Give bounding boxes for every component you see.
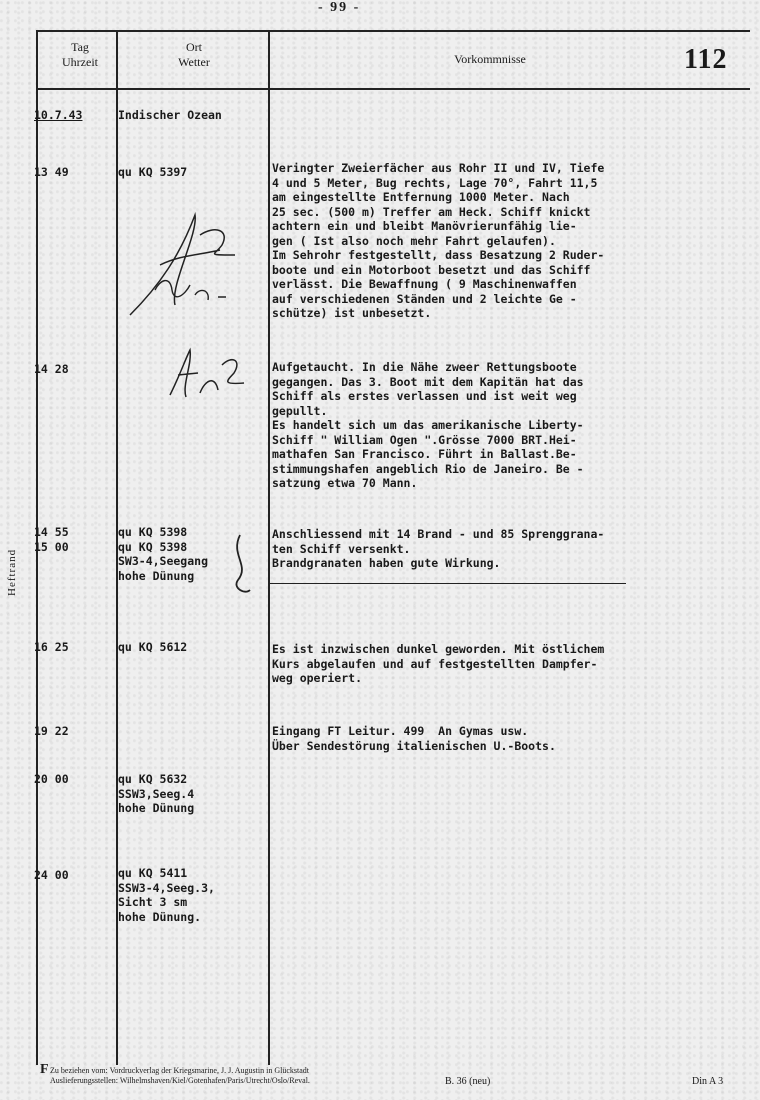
- ocean-cell: Indischer Ozean: [118, 108, 222, 122]
- entry-position: qu KQ 5632 SSW3,Seeg.4 hohe Dünung: [118, 772, 195, 815]
- handwritten-initials-signature: [100, 195, 250, 335]
- entry-text: Es ist inzwischen dunkel geworden. Mit östlichem Kurs abgelaufen und auf festgestellten Dampfer- weg operiert.: [272, 642, 605, 685]
- handwritten-initials-2: [160, 345, 250, 405]
- column-header-ort: [120, 40, 268, 70]
- entry-time: 24 00: [34, 868, 69, 882]
- footer-paper-size: Din A 3: [692, 1076, 724, 1087]
- entry-position: qu KQ 5397: [118, 165, 188, 179]
- entry-text: Aufgetaucht. In die Nähe zweer Rettungsboote gegangen. Das 3. Boot mit dem Kapitän hat das Schiff als erstes verlassen und ist weit weg gepullt. Es handelt sich um das amerikanische Liberty- Schiff " William Ogen ".Grösse 7000 BRT.Hei- mathafen San Francisco. Führt in Ballast.Be- stimmungshafen angeblich Rio de Janeiro. Be - satzung etwa 70 Mann.: [272, 360, 584, 490]
- handwritten-mark: [220, 530, 260, 600]
- entry-text: Eingang FT Leitur. 499 An Gymas usw. Über Sendestörung italienischen U.-Boots.: [272, 724, 556, 753]
- entry-time: 19 22: [34, 724, 69, 738]
- entry-time: 14 55 15 00: [34, 525, 69, 554]
- page-id: 112: [684, 44, 728, 75]
- entry-time: 13 49: [34, 165, 69, 179]
- entry-time: 16 25: [34, 640, 69, 654]
- entry-separator-line: [270, 583, 626, 584]
- page-number: - 99 -: [318, 0, 361, 15]
- entry-text: Veringter Zweierfächer aus Rohr II und IV, Tiefe 4 und 5 Meter, Bug rechts, Lage 70°, Fahrt 11,5 am eingestellte Entfernung 1000 Meter. Nach 25 sec. (500 m) Treffer am Heck. Schiff knickt achtern ein und bleibt Manövrierunfähig lie- gen ( Ist also noch mehr Fahrt gelaufen). Im Sehrohr festgestellt, dass Besatzung 2 Ruder- boote und ein Motorboot besetzt und das Schiff verlässt. Die Bewaffnung ( 9 Maschinenwaffen auf verschiedenen Ständen und 2 leichte Ge - schütze) ist unbesetzt.: [272, 161, 605, 320]
- footer-initial: F: [40, 1062, 49, 1077]
- entry-position: qu KQ 5411 SSW3-4,Seeg.3, Sicht 3 sm hohe Dünung.: [118, 866, 215, 924]
- margin-label: Heftrand: [6, 548, 18, 596]
- column-header-tag: [40, 40, 120, 70]
- footer-publisher-line1: Zu beziehen vom: Vordruckverlag der Kriegsmarine, J. J. Augustin in Glückstadt: [50, 1066, 309, 1075]
- column-header-wetter-label: Wetter: [178, 55, 210, 69]
- entry-position: qu KQ 5612: [118, 640, 188, 654]
- column-header-ort-label: Ort: [186, 40, 202, 54]
- date-cell: 10.7.43: [34, 108, 83, 122]
- entry-time: 20 00: [34, 772, 69, 786]
- footer-form-number: B. 36 (neu): [445, 1076, 491, 1087]
- footer-publisher-line2: Auslieferungsstellen: Wilhelmshaven/Kiel/Gotenhafen/Paris/Utrecht/Oslo/Reval.: [50, 1076, 310, 1085]
- column-header-uhrzeit-label: Uhrzeit: [62, 55, 98, 69]
- entry-time: 14 28: [34, 362, 69, 376]
- header-bottom-rule: [38, 88, 750, 90]
- header-top-rule: [38, 30, 750, 32]
- footer-publisher: [50, 1066, 430, 1086]
- entry-text: Anschliessend mit 14 Brand - und 85 Sprenggrana- ten Schiff versenkt. Brandgranaten haben gute Wirkung.: [272, 527, 605, 570]
- column-header-tag-label: Tag: [71, 40, 89, 54]
- column-header-vorkommnisse: Vorkommnisse: [454, 52, 526, 66]
- entry-position: qu KQ 5398 qu KQ 5398 SW3-4,Seegang hohe Dünung: [118, 525, 209, 583]
